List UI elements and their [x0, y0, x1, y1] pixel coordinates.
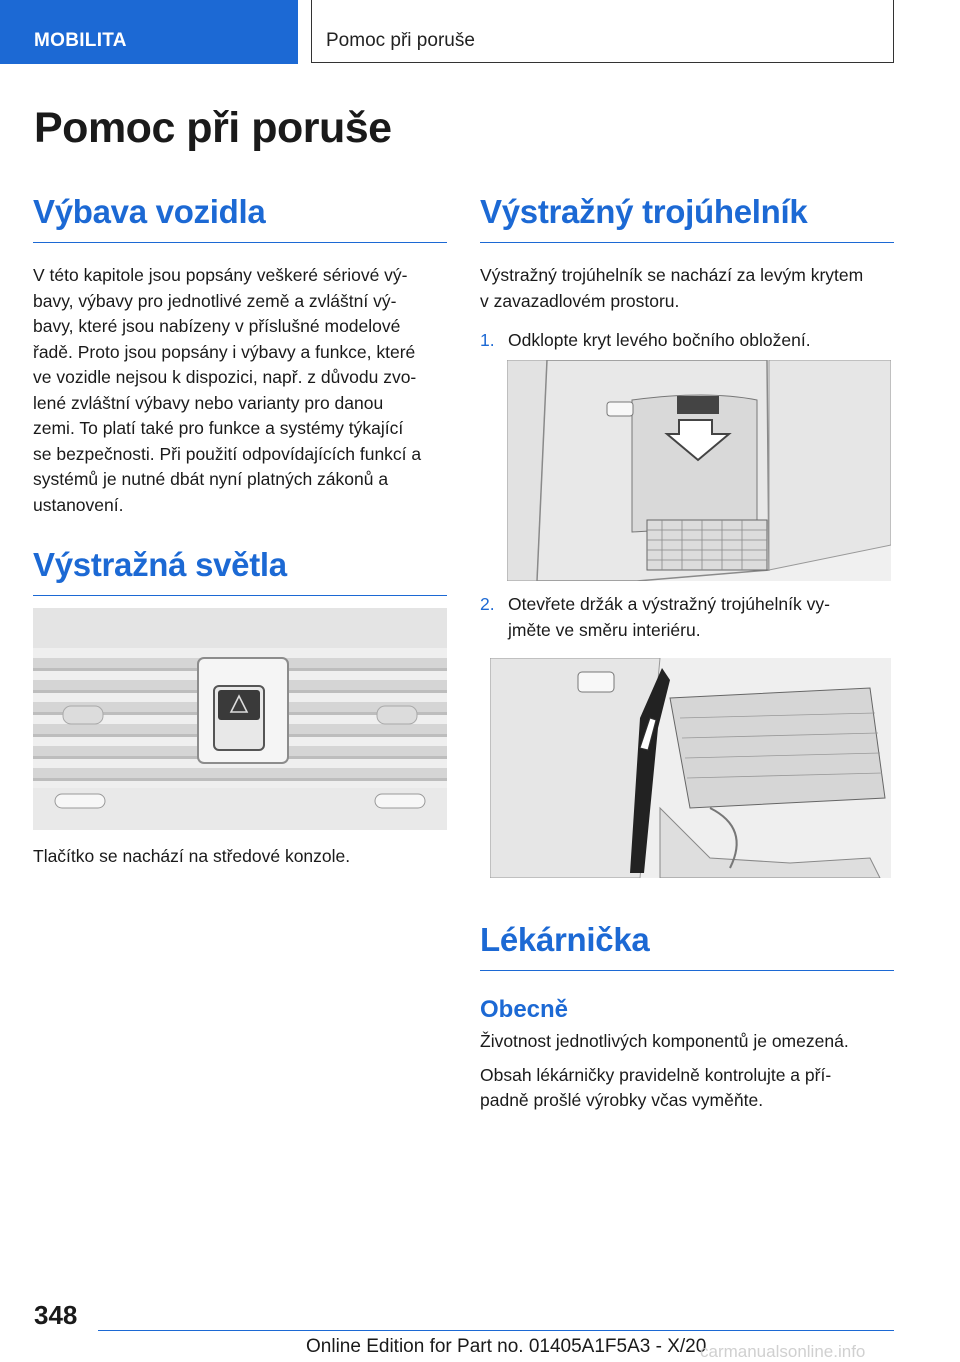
step-1 — [480, 328, 894, 354]
heading-vystrazna-svetla: Výstražná světla — [33, 546, 287, 583]
step-text: jměte ve směru interiéru. — [508, 619, 701, 640]
step-2 — [480, 592, 894, 643]
subheading-obecne: Obecně — [480, 996, 569, 1023]
vybava-paragraph: V této kapitole jsou popsány veškeré sériové vý- bavy, výbavy pro jednotlivé země a zvláštní vý- bavy, které jsou nabízeny v příslušné modelové řadě. Proto jsou popsány i výbavy a funkce, které ve vozidle nejsou k dispozici, např. z důvodu zvo- lené zvláštní výbavy nebo varianty pro danou zemi. To platí také pro funkce a systémy týkající se bezpečnosti. Při použití odpovídajících funkcí a systémů je nutné dbát nyní platných zákonů a ustanovení. — [33, 265, 422, 515]
lekarnicka-paragraph-2: Obsah lékárničky pravidelně kontrolujte a pří- padně prošlé výrobky včas vyměňte. — [480, 1064, 832, 1110]
left-column-svetla — [33, 545, 447, 596]
step-number: 2. — [480, 594, 495, 614]
step-number: 1. — [480, 330, 495, 350]
step-text: Otevřete držák a výstražný trojúhelník vy- — [508, 594, 830, 614]
heading-vystrazny-trojuhelnik: Výstražný trojúhelník — [480, 193, 808, 230]
page-number: 348 — [34, 1300, 78, 1330]
svetla-caption: Tlačítko se nachází na středové konzole. — [33, 846, 351, 866]
heading-lekarnicka: Lékárnička — [480, 921, 650, 958]
right-column-lekarnicka — [480, 920, 894, 1114]
trunk-panel-figure — [507, 360, 891, 581]
right-column — [480, 192, 894, 354]
hazard-button-figure — [33, 608, 447, 830]
heading-rule — [33, 595, 447, 596]
header-chapter-box — [311, 0, 894, 63]
watermark: carmanualsonline.info — [700, 1342, 866, 1361]
trojuhelnik-intro: Výstražný trojúhelník se nachází za levým krytem v zavazadlovém prostoru. — [480, 265, 864, 311]
heading-vybava-vozidla: Výbava vozidla — [33, 193, 266, 230]
footer-rule — [98, 1330, 894, 1331]
header-chapter-label: Pomoc při poruše — [326, 30, 475, 51]
lekarnicka-paragraph-1: Životnost jednotlivých komponentů je omezená. — [480, 1031, 849, 1051]
triangle-holder-figure — [490, 658, 891, 878]
hazard-vent-illustration — [33, 608, 447, 830]
right-column-step2 — [480, 592, 894, 643]
page-title: Pomoc při poruše — [34, 104, 392, 152]
footer-edition: Online Edition for Part no. 01405A1F5A3 - X/20 — [306, 1336, 707, 1357]
step-text: Odklopte kryt levého bočního obložení. — [508, 330, 811, 350]
header-section-tab — [0, 0, 298, 64]
header-section-label: MOBILITA — [34, 30, 127, 51]
trunk-panel-illustration — [507, 360, 891, 581]
left-column — [33, 192, 447, 518]
triangle-holder-illustration — [490, 658, 891, 878]
